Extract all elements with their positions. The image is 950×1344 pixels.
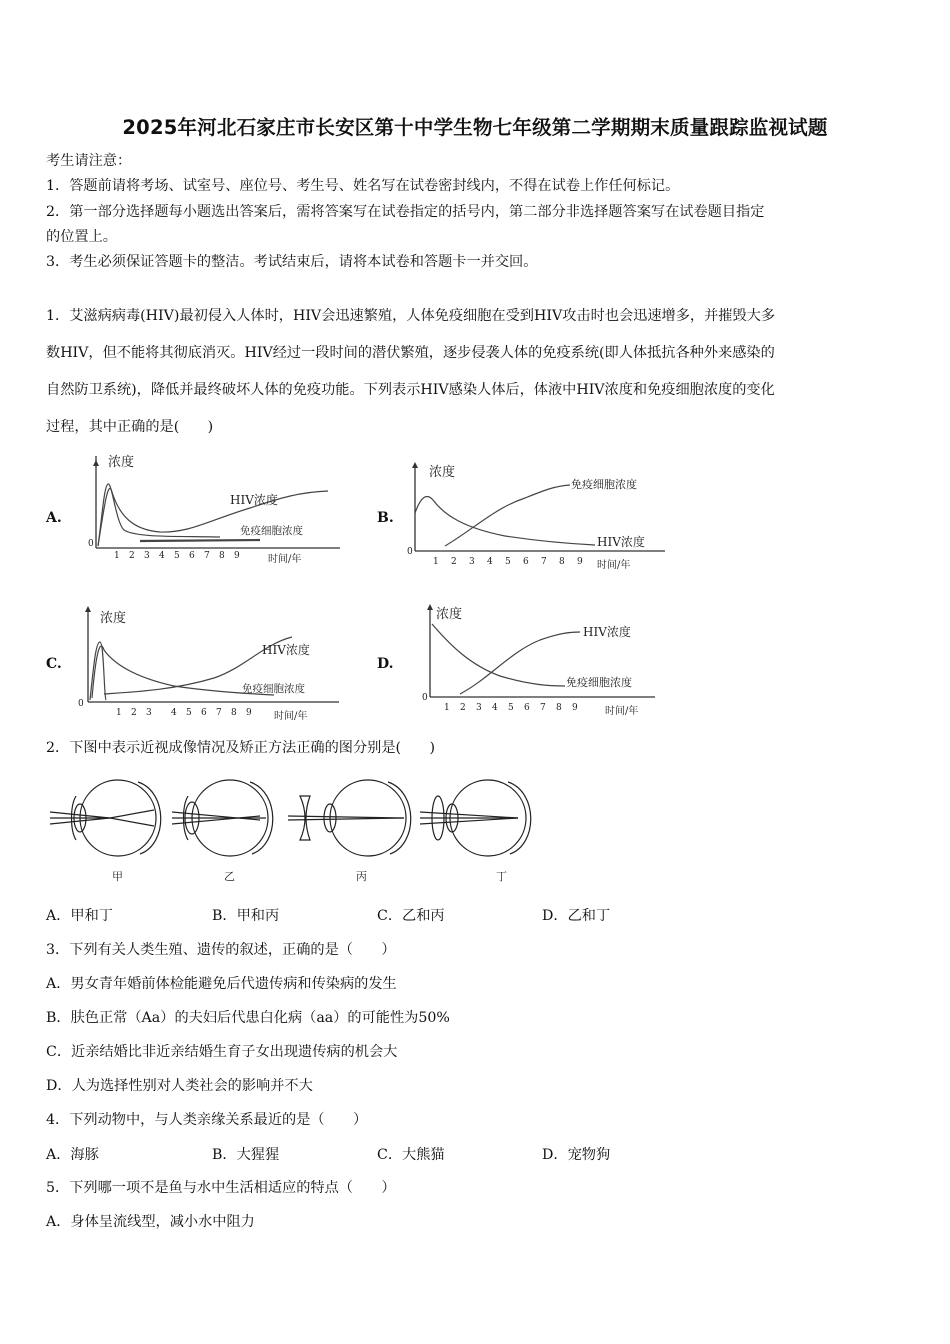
notice-item-1: 1．答题前请将考场、试室号、座位号、考生号、姓名写在试卷密封线内，不得在试卷上作任何标记。 <box>46 178 680 194</box>
svg-text:2: 2 <box>460 703 466 713</box>
immune-label: 免疫细胞浓度 <box>240 525 303 537</box>
svg-text:5: 5 <box>174 551 180 561</box>
svg-text:1: 1 <box>116 708 122 718</box>
question-3-stem: 3．下列有关人类生殖、遗传的叙述，正确的是（ ） <box>46 942 396 958</box>
q2-option-b: B．甲和丙 <box>212 908 280 924</box>
question-4-stem: 4．下列动物中，与人类亲缘关系最近的是（ ） <box>46 1112 368 1128</box>
q5-option-a: A．身体呈流线型，减小水中阻力 <box>46 1214 255 1230</box>
svg-text:4: 4 <box>171 708 177 718</box>
svg-text:7: 7 <box>216 708 222 718</box>
svg-text:7: 7 <box>204 551 210 561</box>
q1-line: 过程，其中正确的是( ) <box>46 419 214 435</box>
svg-text:7: 7 <box>541 557 547 567</box>
question-5-stem: 5．下列哪一项不是鱼与水中生活相适应的特点（ ） <box>46 1180 396 1196</box>
svg-text:9: 9 <box>234 551 240 561</box>
x-axis-label: 时间/年 <box>274 711 308 722</box>
svg-text:8: 8 <box>559 557 565 567</box>
svg-text:9: 9 <box>577 557 583 567</box>
immune-label: 免疫细胞浓度 <box>571 478 637 491</box>
svg-text:6: 6 <box>524 703 530 713</box>
q3-option-b: B．肤色正常（Aa）的夫妇后代患白化病（aa）的可能性为50% <box>46 1010 450 1026</box>
svg-text:7: 7 <box>540 703 546 713</box>
svg-text:4: 4 <box>159 551 165 561</box>
svg-text:5: 5 <box>505 557 511 567</box>
notice-item-2: 2．第一部分选择题每小题选出答案后，需将答案写在试卷指定的括号内，第二部分非选择题答案写在试卷题目指定 <box>46 204 765 220</box>
notice-item-3: 3．考生必须保证答题卡的整洁。考试结束后，请将本试卷和答题卡一并交回。 <box>46 254 538 270</box>
eye-label-jia: 甲 <box>112 870 123 883</box>
svg-text:8: 8 <box>556 703 562 713</box>
q2-option-c: C．乙和丙 <box>377 908 445 924</box>
immune-label: 免疫细胞浓度 <box>242 683 305 695</box>
svg-text:9: 9 <box>246 708 252 718</box>
q1-line: 1．艾滋病病毒(HIV)最初侵入人体时，HIV会迅速繁殖，人体免疫细胞在受到HIV攻击时也会迅速增多，并摧毁大多 <box>46 308 776 324</box>
svg-text:4: 4 <box>487 557 493 567</box>
svg-text:3: 3 <box>469 557 475 567</box>
svg-text:2: 2 <box>129 551 135 561</box>
q1-line: 自然防卫系统)，降低并最终破坏人体的免疫功能。下列表示HIV感染人体后，体液中HIV浓度和免疫细胞浓度的变化 <box>46 382 775 398</box>
eye-label-bing: 丙 <box>356 870 367 883</box>
page-title: 2025年河北石家庄市长安区第十中学生物七年级第二学期期末质量跟踪监视试题 <box>122 116 828 139</box>
svg-text:2: 2 <box>451 557 457 567</box>
hiv-label: HIV浓度 <box>583 625 631 639</box>
q4-option-c: C．大熊猫 <box>377 1147 445 1163</box>
q4-option-a: A．海豚 <box>46 1147 99 1163</box>
graph-label-d: D. <box>377 656 394 672</box>
immune-label: 免疫细胞浓度 <box>566 676 632 689</box>
y-axis-label: 浓度 <box>100 611 127 626</box>
svg-text:3: 3 <box>144 551 150 561</box>
q3-option-d: D．人为选择性别对人类社会的影响并不大 <box>46 1078 313 1094</box>
svg-text:1: 1 <box>433 557 439 567</box>
hiv-label: HIV浓度 <box>597 535 645 549</box>
q3-option-c: C．近亲结婚比非近亲结婚生育子女出现遗传病的机会大 <box>46 1044 398 1060</box>
q2-option-d: D．乙和丁 <box>542 908 611 924</box>
eye-diagrams <box>48 776 558 888</box>
y-axis-label: 浓度 <box>108 455 135 470</box>
graph-b <box>405 458 675 578</box>
svg-text:5: 5 <box>186 708 192 718</box>
notice-item-2-cont: 的位置上。 <box>46 229 117 245</box>
svg-text:3: 3 <box>146 708 152 718</box>
graph-c <box>74 602 354 727</box>
hiv-label: HIV浓度 <box>230 493 278 507</box>
q3-option-a: A．男女青年婚前体检能避免后代遗传病和传染病的发生 <box>46 976 397 992</box>
svg-text:8: 8 <box>231 708 237 718</box>
eye-ding-figure <box>420 780 531 856</box>
graph-a <box>80 448 350 573</box>
notice-heading: 考生请注意： <box>46 153 132 169</box>
svg-text:1: 1 <box>114 551 120 561</box>
svg-text:6: 6 <box>201 708 207 718</box>
graph-label-c: C. <box>46 656 62 672</box>
svg-text:6: 6 <box>189 551 195 561</box>
svg-text:5: 5 <box>508 703 514 713</box>
y-axis-label: 浓度 <box>429 465 456 480</box>
svg-text:3: 3 <box>476 703 482 713</box>
q4-option-d: D．宠物狗 <box>542 1147 611 1163</box>
svg-text:6: 6 <box>523 557 529 567</box>
graph-label-a: A. <box>46 510 62 526</box>
x-axis-label: 时间/年 <box>597 560 631 571</box>
q2-option-a: A．甲和丁 <box>46 908 113 924</box>
origin-label: 0 <box>78 699 84 709</box>
q4-option-b: B．大猩猩 <box>212 1147 280 1163</box>
origin-label: 0 <box>88 539 94 549</box>
graph-label-b: B. <box>377 510 394 526</box>
svg-text:1: 1 <box>444 703 450 713</box>
origin-label: 0 <box>422 693 428 703</box>
question-1-stem <box>46 298 908 446</box>
svg-text:2: 2 <box>131 708 137 718</box>
eye-label-yi: 乙 <box>224 870 235 883</box>
svg-text:9: 9 <box>572 703 578 713</box>
hiv-label: HIV浓度 <box>262 643 310 657</box>
eye-jia-figure <box>50 780 161 856</box>
svg-text:4: 4 <box>492 703 498 713</box>
x-axis-label: 时间/年 <box>605 706 639 717</box>
q1-line: 数HIV，但不能将其彻底消灭。HIV经过一段时间的潜伏繁殖，逐步侵袭人体的免疫系统(即人体抵抗各种外来感染的 <box>46 345 775 361</box>
y-axis-label: 浓度 <box>436 607 463 622</box>
x-axis-label: 时间/年 <box>268 554 302 565</box>
svg-text:8: 8 <box>219 551 225 561</box>
eye-bing-figure <box>288 780 411 856</box>
origin-label: 0 <box>407 547 413 557</box>
question-2-stem: 2．下图中表示近视成像情况及矫正方法正确的图分别是( ) <box>46 740 435 756</box>
eye-yi-figure <box>172 780 273 856</box>
eye-label-ding: 丁 <box>496 870 507 883</box>
graph-d <box>420 600 685 725</box>
